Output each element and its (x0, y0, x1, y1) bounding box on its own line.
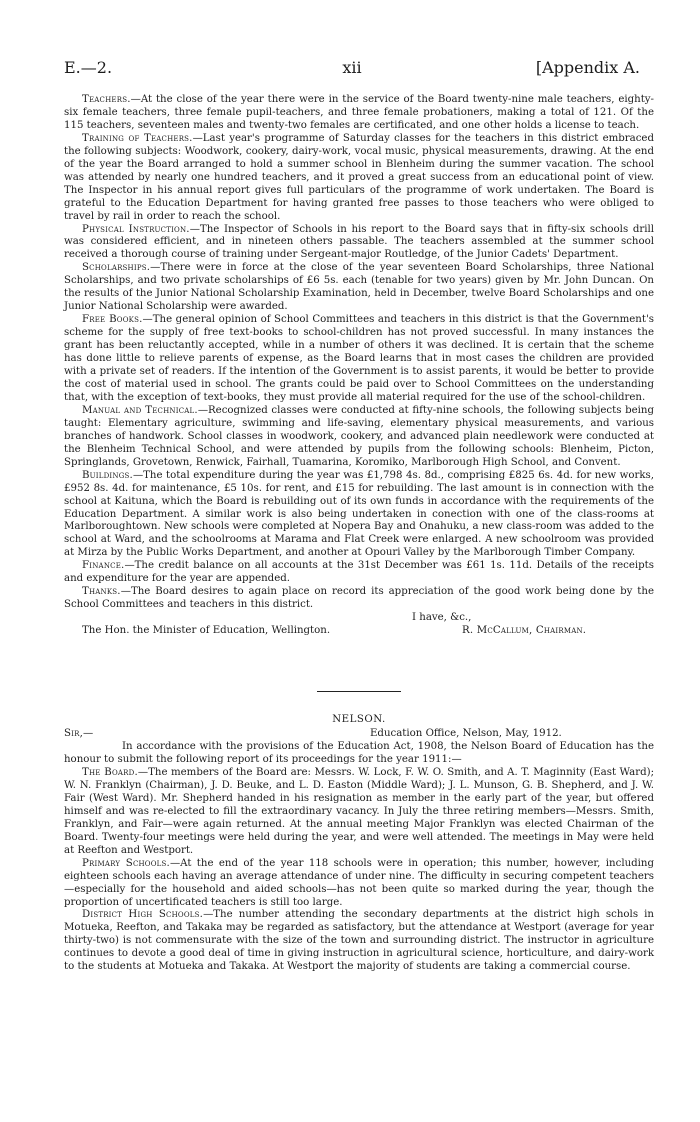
paragraph-text: —The total expenditure during the year was £1,798 4s. 8d., comprising £825 6s. 4d. for new works, £952 8s. 4d. for maintenance, £5 10s. for rent, and £15 for rebuilding. The last amount is in connection with the school at Kaituna, which the Board is rebuilding out of its own funds in accordance with the requirements of the Education Department. A similar work is also being undertaken in conection with one of the class-rooms at Marlboroughtown. New schools were completed at Nopera Bay and Onahuku, a new class-room was added to the school at Ward, and the schoolrooms at Marama and Flat Creek were enlarged. A new schoolroom was provided at Mirza by the Public Works Department, and another at Opouri Valley by the Marlborough Timber Company. (64, 469, 654, 559)
paragraph-teachers (64, 94, 654, 133)
report-body (64, 94, 654, 974)
paragraph-heading: Scholarships. (82, 262, 151, 274)
paragraph-text: —Last year's programme of Saturday classes for the teachers in this district embraced the following subjects: Woodwork, cookery, dairy-work, vocal music, physical measurements, drawing. At the end of the year the Board arranged to hold a summer school in Blenheim during the summer vacation. The school was attended by nearly one hundred teachers, and it proved a great success from an educational point of view. The Inspector in his annual report gives full particulars of the programme of work undertaken. The Board is grateful to the Education Department for having granted free passes to those teachers who were obliged to travel by rail in order to reach the school. (64, 132, 654, 222)
paragraph-heading: Teachers. (82, 94, 131, 105)
paragraph-physical-instruction (64, 224, 654, 263)
paragraph-manual-and-technical (64, 405, 654, 470)
paragraph-text: —At the close of the year there were in the service of the Board twenty-nine male teachers, eighty-six female teachers, three female pupil-teachers, and three female probationers, making a total of 121. Of the 115 teachers, seventeen males and twenty-two females are certificated, and one other holds a license to teach. (64, 94, 654, 131)
paragraph-text: —The general opinion of School Committees and teachers in this district is that the Government's scheme for the supply of free text-books to school-children has not proved successful. In many instances the grant has been reluctantly accepted, while in a number of others it was declined. It is certain that the scheme has done little to relieve parents of expense, as the Board learns that in most cases the children are provided with a private set of readers. If the intention of the Government is to assist parents, it would be better to provide the cost of material used in school. The grants could be paid over to School Committees on the understanding that, with the exception of text-books, they must provide all material required for the use of the school-children. (64, 314, 654, 403)
running-header (64, 58, 640, 82)
signature-row (64, 625, 654, 638)
paragraph-heading: Training of Teachers. (82, 132, 193, 144)
paragraph-heading: Manual and Technical. (82, 404, 198, 416)
paragraph-scholarships (64, 262, 654, 314)
paragraph-text: —The Inspector of Schools in his report to the Board says that in fifty-six schools drill was considered efficient, and in nineteen others passable. The teachers assembled at the summer school received a thorough course of training under Sergeant-major Routledge, of the Junior Cadets' Department. (64, 223, 654, 261)
marlborough-report (64, 94, 654, 638)
salutation-row (64, 728, 654, 741)
paragraph-training-of-teachers (64, 133, 654, 224)
paragraph-the-board (64, 767, 654, 858)
header-page-number: xii (342, 58, 362, 77)
section-divider (317, 691, 401, 692)
signoff: I have, &c., (412, 612, 472, 624)
paragraph-thanks (64, 586, 654, 612)
paragraph-text: —The Board desires to again place on record its appreciation of the good work being done by the School Committees and teachers in this district. (64, 586, 654, 611)
paragraph-finance (64, 560, 654, 586)
paragraph-heading: Thanks. (82, 586, 121, 598)
paragraph-text: —There were in force at the close of the year seventeen Board Scholarships, three National Scholarships, and two private scholarships of £6 5s. each (tenable for two years) given by Mr. John Duncan. On the results of the Junior National Scholarship Examination, held in December, twelve Board Scholarships and one Junior National Scholarship were awarded. (64, 262, 654, 313)
paragraph-intro: In accordance with the provisions of the Education Act, 1908, the Nelson Board of Education has the honour to submit the following report of its proceedings for the year 1911:— (64, 741, 654, 766)
paragraph-text: —The credit balance on all accounts at the 31st December was £61 1s. 11d. Details of the receipts and expenditure for the year are appended. (64, 560, 654, 585)
nelson-report (64, 714, 654, 974)
paragraph-text: —The members of the Board are: Messrs. W. Lock, F. W. O. Smith, and A. T. Maginnity (East Ward); W. N. Franklyn (Chairman), J. D. Beuke, and L. D. Easton (Middle Ward); J. L. Munson, G. B. Shepherd, and J. W. Fair (West Ward). Mr. Shepherd handed in his resignation as member in the early part of the year, but offered himself and was re-elected to fill the extraordinary vacancy. In July the three retiring members—Messrs. Smith, Franklyn, and Fair—were again returned. At the annual meeting Major Franklyn was elected Chairman of the Board. Twenty-four meetings were held during the year, and were well attended. The meetings in May were held at Reefton and Westport. (64, 766, 655, 856)
paragraph-text: —The number attending the secondary departments at the district high schols in Motueka, Reefton, and Takaka may be regarded as satisfactory, but the attendance at Westport (average for year thirty-two) is not commensurate with the size of the town and surrounding district. The instructor in agriculture continues to devote a good deal of time in giving instruction in agricultural science, horticulture, and dairy-work to the students at Motueka and Takaka. At Westport the majority of students are taking a commercial course. (64, 909, 654, 973)
paragraph-district-high-schools (64, 909, 654, 974)
paragraph-heading: District High Schools. (82, 909, 204, 921)
paragraph-heading: Buildings. (82, 469, 133, 481)
paragraph-heading: Physical Instruction. (82, 223, 190, 235)
header-reference: E.—2. (64, 58, 113, 77)
paragraph-heading: Free Books. (82, 314, 143, 326)
paragraph-heading: The Board. (82, 766, 138, 778)
paragraph-text: —Recognized classes were conducted at fifty-nine schools, the following subjects being taught: Elementary agriculture, swimming and life-saving, elementary physical measurements, and various branches of handwork. School classes in woodwork, cookery, and advanced plain needlework were conducted at the Blenheim Technical School, and were attended by pupils from the following schools: Blenheim, Picton, Springlands, Grovetown, Renwick, Fairhall, Tuamarina, Koromiko, Marlborough High School, and Convent. (64, 404, 654, 468)
paragraph-primary-schools (64, 858, 654, 910)
paragraph-free-books (64, 314, 654, 405)
signature: R. McCallum, Chairman. (462, 625, 587, 637)
paragraph-heading: Finance. (82, 560, 125, 572)
addressee: The Hon. the Minister of Education, Wellington. (82, 625, 331, 637)
signoff-row (64, 612, 654, 625)
paragraph-heading: Primary Schools. (82, 857, 170, 869)
section-title: NELSON. (332, 714, 386, 726)
paragraph-text: —At the end of the year 118 schools were in operation; this number, however, including eighteen schools each having an average attendance of under nine. The difficulty in securing competent teachers—especially for the household and aided schools—has not been quite so marked during the year, though the proportion of uncertificated teachers is still too large. (64, 857, 654, 908)
paragraph-buildings (64, 470, 654, 561)
salutation: Sir,— (64, 728, 94, 740)
dateline: Education Office, Nelson, May, 1912. (370, 728, 562, 740)
header-appendix: [Appendix A. (535, 58, 640, 77)
